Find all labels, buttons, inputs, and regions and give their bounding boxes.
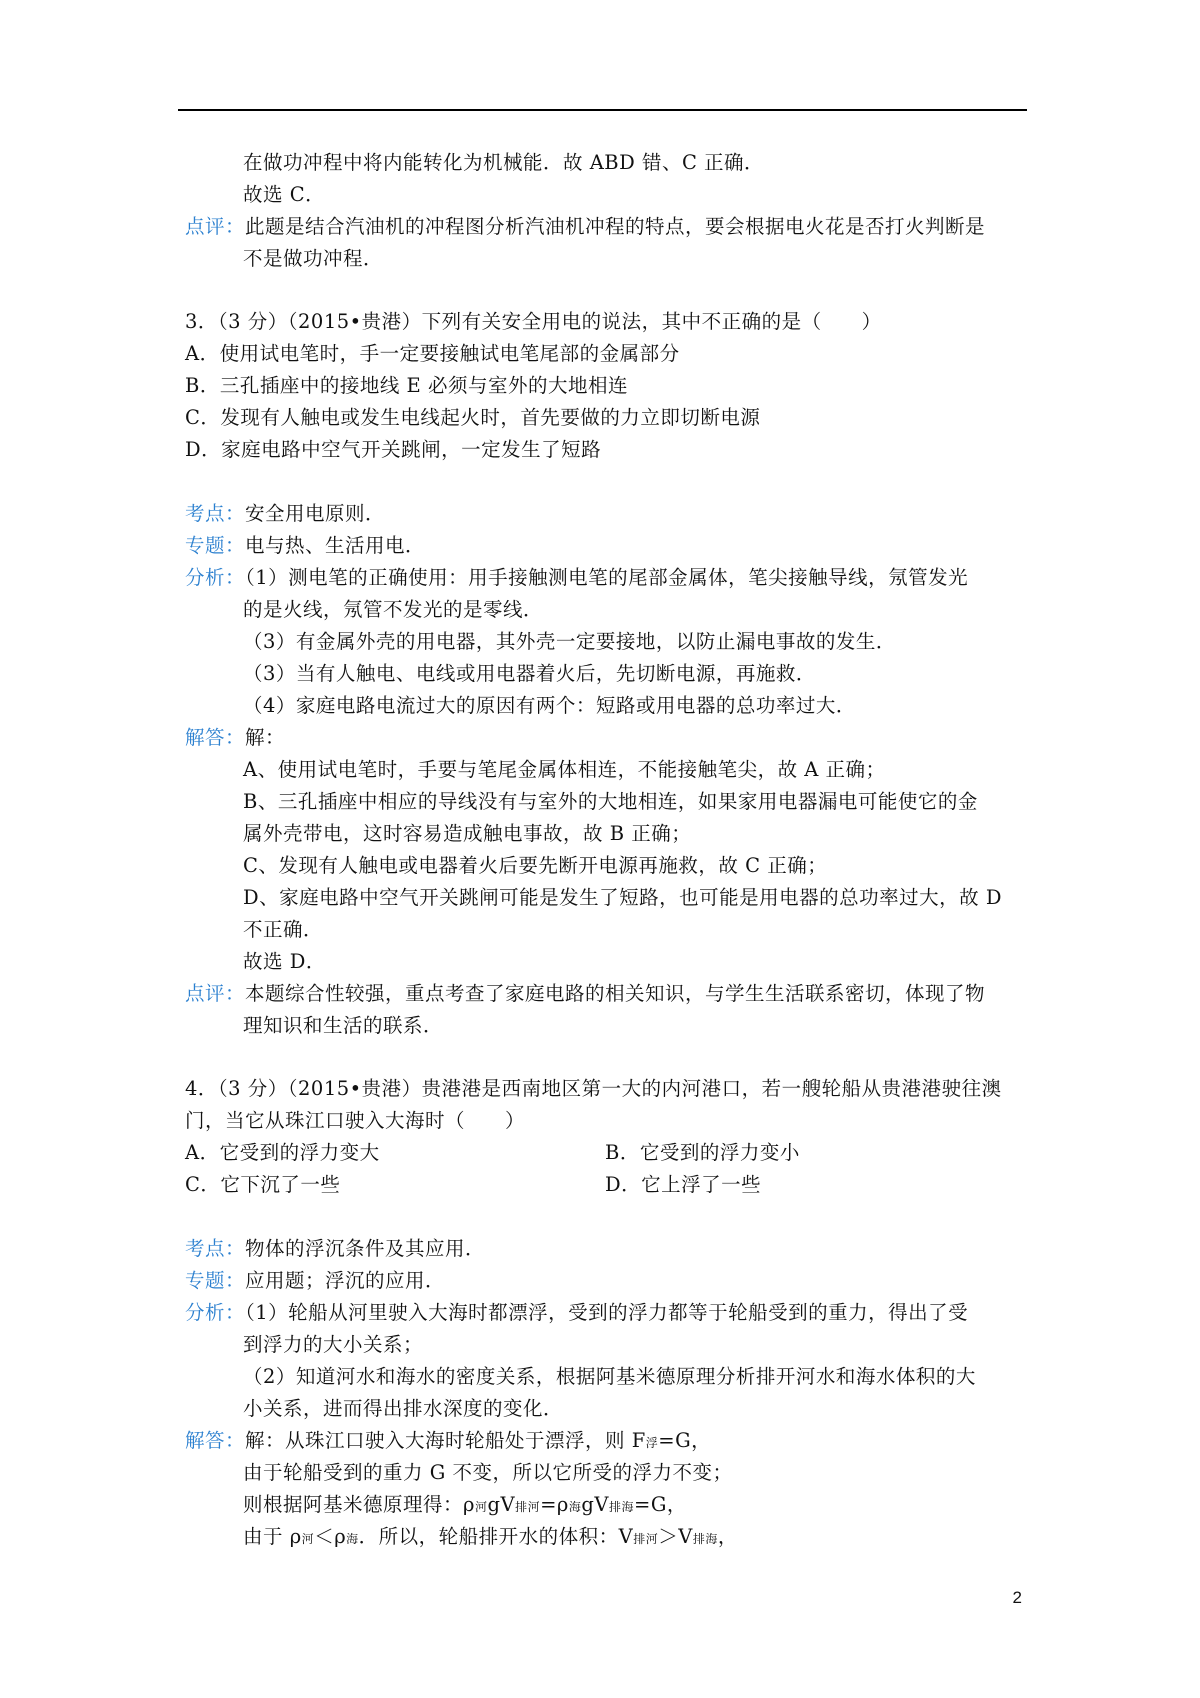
kaodian-text: 物体的浮沉条件及其应用． — [245, 1237, 486, 1260]
q3-fenxi-line: （3）当有人触电、电线或用电器着火后，先切断电源，再施救． — [243, 662, 816, 685]
q4-option-a: A．它受到的浮力变大 — [185, 1141, 380, 1164]
q4-jieda-formula — [243, 1525, 738, 1551]
q3-dianping-line: 理知识和生活的联系． — [243, 1014, 444, 1037]
formula-text: =G， — [658, 1429, 712, 1452]
formula-text: ．所以，轮船排开水的体积：V — [358, 1525, 634, 1548]
subscript: 河 — [474, 1500, 488, 1514]
q3-jieda-line: 故选 D． — [243, 950, 326, 973]
q3-option-c: C．发现有人触电或发生电线起火时，首先要做的力立即切断电源 — [185, 406, 761, 429]
header-rule — [178, 109, 1027, 111]
q4-option-b: B．它受到的浮力变小 — [605, 1141, 800, 1164]
q4-option-c: C．它下沉了一些 — [185, 1173, 341, 1196]
q2-solution-line: 在做功冲程中将内能转化为机械能．故 ABD 错、C 正确． — [243, 151, 765, 174]
zhuanti-label: 专题： — [185, 1269, 246, 1292]
formula-text: ， — [717, 1525, 738, 1548]
q3-stem: 3．（3 分）（2015•贵港）下列有关安全用电的说法，其中不正确的是（ ） — [185, 310, 882, 333]
q4-fenxi — [185, 1301, 968, 1325]
kaodian-text: 安全用电原则． — [245, 502, 386, 525]
q3-jieda-line: A、使用试电笔时，手要与笔尾金属体相连，不能接触笔尖，故 A 正确； — [243, 758, 886, 781]
q4-kaodian — [185, 1237, 485, 1261]
jieda-label: 解答： — [185, 726, 246, 749]
q4-fenxi-line: 小关系，进而得出排水深度的变化． — [243, 1397, 564, 1420]
q4-jieda — [185, 1429, 711, 1455]
formula-text: gV — [487, 1493, 516, 1516]
fenxi-label: 分析： — [185, 566, 246, 589]
subscript: 排海 — [692, 1532, 718, 1546]
formula-text: ＜ρ — [314, 1525, 347, 1548]
q3-jieda — [185, 726, 285, 750]
q2-choice-line: 故选 C． — [243, 183, 326, 206]
q4-jieda-line: 由于轮船受到的重力 G 不变，所以它所受的浮力不变； — [243, 1461, 733, 1484]
dianping-label: 点评： — [185, 982, 246, 1005]
review-label: 点评： — [185, 215, 246, 238]
q4-fenxi-line: （2）知道河水和海水的密度关系，根据阿基米德原理分析排开河水和海水体积的大 — [243, 1365, 976, 1388]
q3-fenxi — [185, 566, 968, 590]
subscript: 排海 — [608, 1500, 634, 1514]
q4-zhuanti — [185, 1269, 445, 1293]
q3-jieda-line: 不正确． — [243, 918, 324, 941]
fenxi-text: （1）轮船从河里驶入大海时都漂浮，受到的浮力都等于轮船受到的重力，得出了受 — [245, 1301, 969, 1324]
q3-option-d: D．家庭电路中空气开关跳闸，一定发生了短路 — [185, 438, 602, 461]
q3-fenxi-line: 的是火线，氖管不发光的是零线． — [243, 598, 544, 621]
q4-jieda-formula — [243, 1493, 687, 1519]
q3-fenxi-line: （4）家庭电路电流过大的原因有两个：短路或用电器的总功率过大． — [243, 694, 856, 717]
q2-review — [185, 215, 985, 239]
q3-option-b: B．三孔插座中的接地线 E 必须与室外的大地相连 — [185, 374, 628, 397]
subscript: 浮 — [645, 1436, 659, 1450]
formula-text: =ρ — [540, 1493, 569, 1516]
q3-fenxi-line: （3）有金属外壳的用电器，其外壳一定要接地，以防止漏电事故的发生． — [243, 630, 896, 653]
q2-review-cont: 不是做功冲程． — [243, 247, 384, 270]
fenxi-label: 分析： — [185, 1301, 246, 1324]
page-number: 2 — [1012, 1588, 1022, 1607]
formula-text: =G， — [634, 1493, 687, 1516]
formula-text: gV — [581, 1493, 609, 1516]
formula-text: 则根据阿基米德原理得：ρ — [243, 1493, 475, 1516]
q3-jieda-line: D、家庭电路中空气开关跳闸可能是发生了短路，也可能是用电器的总功率过大，故 D — [243, 886, 1002, 909]
review-text: 此题是结合汽油机的冲程图分析汽油机冲程的特点，要会根据电火花是否打火判断是 — [245, 215, 986, 238]
q3-jieda-line: 属外壳带电，这时容易造成触电事故，故 B 正确； — [243, 822, 692, 845]
zhuanti-text: 应用题；浮沉的应用． — [245, 1269, 446, 1292]
q3-jieda-line: C、发现有人触电或电器着火后要先断开电源再施救，故 C 正确； — [243, 854, 828, 877]
subscript: 河 — [301, 1532, 315, 1546]
q3-dianping — [185, 982, 985, 1006]
zhuanti-label: 专题： — [185, 534, 246, 557]
jieda-label: 解答： — [185, 1429, 246, 1452]
q4-option-d: D．它上浮了一些 — [605, 1173, 762, 1196]
q3-option-a: A．使用试电笔时，手一定要接触试电笔尾部的金属部分 — [185, 342, 680, 365]
kaodian-label: 考点： — [185, 502, 246, 525]
subscript: 海 — [568, 1500, 582, 1514]
q3-zhuanti — [185, 534, 425, 558]
q3-kaodian — [185, 502, 385, 526]
kaodian-label: 考点： — [185, 1237, 246, 1260]
q4-stem: 4．（3 分）（2015•贵港）贵港港是西南地区第一大的内河港口，若一艘轮船从贵港港驶往澳 — [185, 1077, 1002, 1100]
zhuanti-text: 电与热、生活用电． — [245, 534, 426, 557]
formula-text: ＞V — [658, 1525, 693, 1548]
q4-stem-cont: 门，当它从珠江口驶入大海时（ ） — [185, 1109, 526, 1132]
jieda-text: 解： — [245, 726, 286, 749]
q3-jieda-line: B、三孔插座中相应的导线没有与室外的大地相连，如果家用电器漏电可能使它的金 — [243, 790, 978, 813]
formula-text: 由于 ρ — [243, 1525, 302, 1548]
dianping-text: 本题综合性较强，重点考查了家庭电路的相关知识，与学生生活联系密切，体现了物 — [245, 982, 986, 1005]
formula-text: 解：从珠江口驶入大海时轮船处于漂浮，则 F — [245, 1429, 646, 1452]
q4-fenxi-line: 到浮力的大小关系； — [243, 1333, 424, 1356]
subscript: 排河 — [633, 1532, 659, 1546]
subscript: 海 — [346, 1532, 359, 1546]
fenxi-text: （1）测电笔的正确使用：用手接触测电笔的尾部金属体，笔尖接触导线，氖管发光 — [245, 566, 969, 589]
subscript: 排河 — [515, 1500, 541, 1514]
